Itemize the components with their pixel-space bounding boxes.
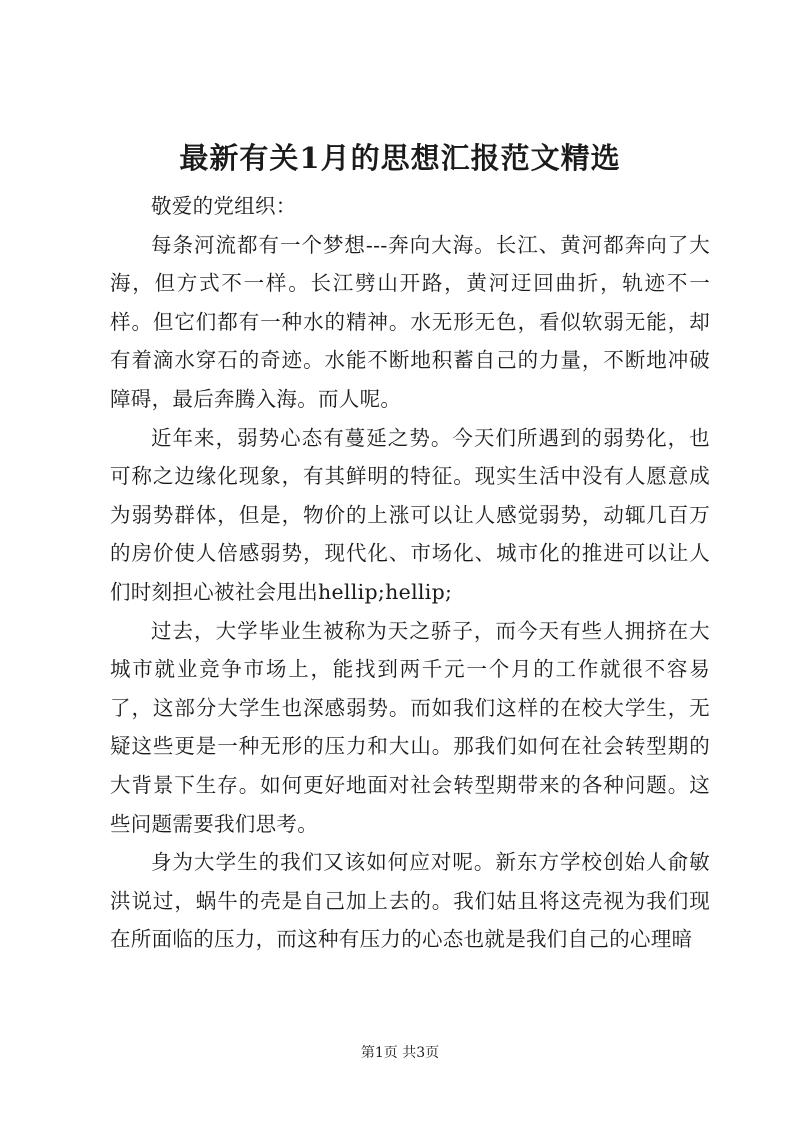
paragraph: 每条河流都有一个梦想---奔向大海。长江、黄河都奔向了大海，但方式不一样。长江劈山开路，黄河迂回曲折，轨迹不一样。但它们都有一种水的精神。水无形无色，看似软弱无能，却有着滴水穿石的奇迹。水能不断地积蓄自己的力量，不断地冲破障碍，最后奔腾入海。而人呢。 <box>110 232 710 411</box>
salutation: 敬爱的党组织： <box>151 194 297 218</box>
paragraph: 近年来，弱势心态有蔓延之势。今天们所遇到的弱势化，也可称之边缘化现象，有其鲜明的特征。现实生活中没有人愿意成为弱势群体，但是，物价的上涨可以让人感觉弱势，动辄几百万的房价使人倍感弱势，现代化、市场化、城市化的推进可以让人们时刻担心被社会甩出hellip;hellip; <box>110 425 710 604</box>
page-footer: 第1页 共3页 <box>360 1045 440 1061</box>
paragraph: 过去，大学毕业生被称为天之骄子，而今天有些人拥挤在大城市就业竞争市场上，能找到两千元一个月的工作就很不容易了，这部分大学生也深感弱势。而如我们这样的在校大学生，无疑这些更是一种无形的压力和大山。那我们如何在社会转型期的大背景下生存。如何更好地面对社会转型期带来的各种问题。这些问题需要我们思考。 <box>110 618 710 836</box>
document-title: 最新有关1月的思想汇报范文精选 <box>179 141 621 175</box>
paragraph: 身为大学生的我们又该如何应对呢。新东方学校创始人俞敏洪说过，蜗牛的壳是自己加上去的。我们姑且将这壳视为我们现在所面临的压力，而这种有压力的心态也就是我们自己的心理暗 <box>110 850 710 952</box>
document-body <box>110 187 710 959</box>
